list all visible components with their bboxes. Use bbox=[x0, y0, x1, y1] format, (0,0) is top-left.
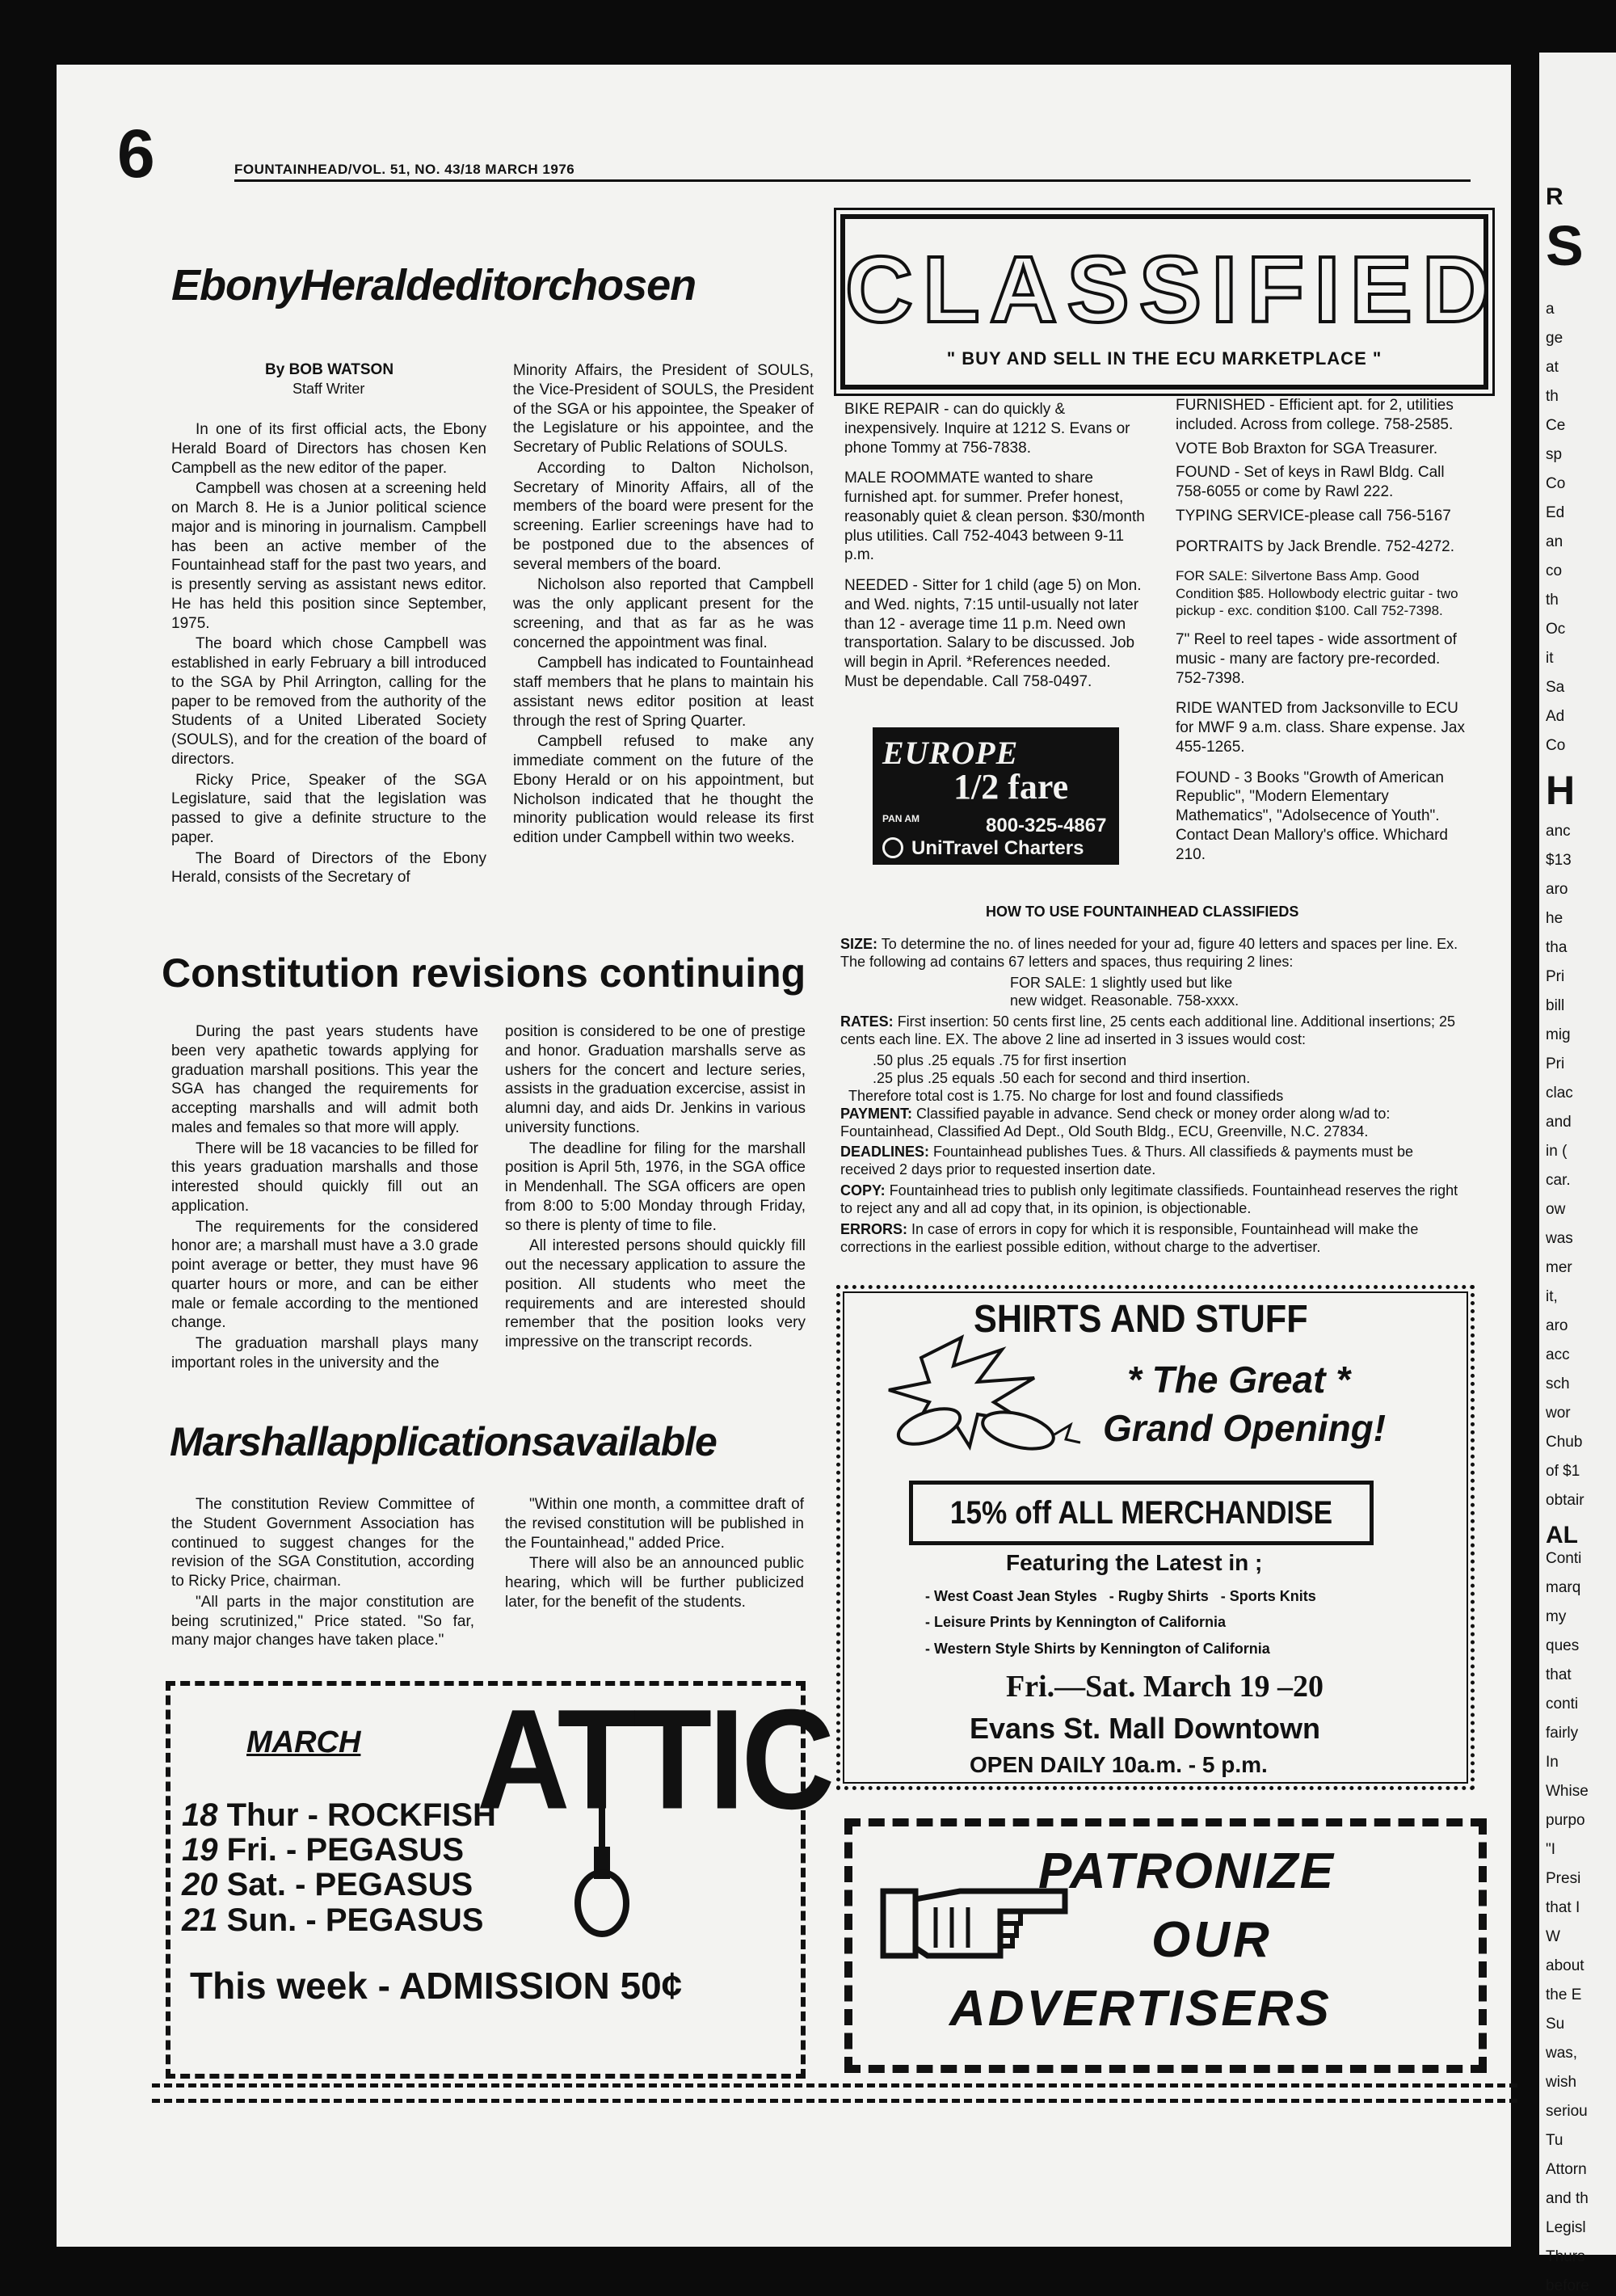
fragment-text: Ed bbox=[1546, 504, 1565, 521]
page-number: 6 bbox=[117, 116, 155, 192]
fragment-text: and th bbox=[1546, 2190, 1589, 2207]
schedule-day-number: 18 bbox=[182, 1797, 218, 1833]
fragment-text: W bbox=[1546, 1928, 1560, 1945]
fragment-text: car. bbox=[1546, 1172, 1571, 1189]
paragraph: Campbell was chosen at a screening held on March 8. He is a Junior political science major and is minoring in journalism. Campbell has been an active member of the Fountainhead staff for the past two years, and is presently serving as assistant news editor. He has held this position since September, 1975. bbox=[171, 480, 486, 632]
paragraph: During the past years students have been very apathetic towards applying for graduation marshall positions. This year the SGA has changed the requirements for accepting marshalls and will admit both males and females so that more will apply. bbox=[171, 1023, 478, 1136]
shirts-location: Evans St. Mall Downtown bbox=[970, 1712, 1321, 1745]
fragment-text: co bbox=[1546, 562, 1563, 579]
bottom-decorative-rule bbox=[152, 2083, 1517, 2103]
fragment-text: Sa bbox=[1546, 679, 1565, 696]
fragment-text: sp bbox=[1546, 446, 1563, 463]
fragment-text: the E bbox=[1546, 1986, 1582, 2003]
fragment-text: fairly bbox=[1546, 1725, 1579, 1742]
howto-text: .50 plus .25 equals .75 for first insertion bbox=[873, 1051, 1127, 1068]
schedule-day-number: 21 bbox=[182, 1902, 218, 1938]
classified-ad: FURNISHED - Efficient apt. for 2, utilities included. Across from college. 758-2585. bbox=[1176, 397, 1454, 433]
fragment-text: it bbox=[1546, 650, 1554, 667]
unitravel-logo-icon bbox=[882, 837, 903, 858]
paragraph: All interested persons should quickly fill out the necessary application to assure the position. All students who meet the requirements and are interested should remember that the position looks very impressive on the transcript records. bbox=[505, 1237, 806, 1350]
featuring-heading: Featuring the Latest in ; bbox=[1006, 1550, 1263, 1575]
fragment-text: Oc bbox=[1546, 621, 1566, 638]
fragment-text: anc bbox=[1546, 823, 1571, 840]
fragment-text: an bbox=[1546, 533, 1563, 550]
byline-role: Staff Writer bbox=[292, 381, 365, 397]
fragment-text: Tu bbox=[1546, 2132, 1563, 2149]
article-headline-ebony-herald: EbonyHeraldeditorchosen bbox=[171, 261, 696, 310]
fragment-text: aro bbox=[1546, 881, 1568, 898]
shirts-title: SHIRTS AND STUFF bbox=[974, 1298, 1308, 1341]
schedule-day-number: 19 bbox=[182, 1832, 218, 1868]
fragment-text: ow bbox=[1546, 1201, 1566, 1218]
fragment-text: Pri bbox=[1546, 1055, 1565, 1072]
fragment-text: acc bbox=[1546, 1346, 1570, 1363]
classified-ad: PORTRAITS by Jack Brendle. 752-4272. bbox=[1176, 537, 1454, 555]
fragment-text: purpo bbox=[1546, 1812, 1585, 1829]
europe-travel-ad bbox=[873, 727, 1119, 865]
fragment-text: tha bbox=[1546, 939, 1568, 956]
fragment-text: was, bbox=[1546, 2045, 1578, 2062]
paragraph: "Within one month, a committee draft of the revised constitution will be published in the Fountainhead," added Price. bbox=[505, 1496, 804, 1552]
fragment-text: Chub bbox=[1546, 1434, 1583, 1451]
howto-text: .25 plus .25 equals .50 each for second and third insertion. bbox=[873, 1069, 1251, 1086]
fragment-text: Conti bbox=[1546, 1550, 1582, 1567]
howto-label: DEADLINES: bbox=[840, 1144, 930, 1161]
fragment-text: $13 bbox=[1546, 852, 1572, 869]
howto-label: SIZE: bbox=[840, 936, 878, 952]
attic-schedule bbox=[182, 1798, 496, 1938]
fragment-text: conti bbox=[1546, 1696, 1579, 1713]
fragment-text: he bbox=[1546, 910, 1563, 927]
fragment-text: mig bbox=[1546, 1026, 1571, 1043]
schedule-row bbox=[182, 1868, 496, 1902]
article-headline-marshall: Marshallapplicationsavailable bbox=[170, 1419, 717, 1464]
paragraph: The board which chose Campbell was established in early February a bill introduced to the SGA by Phil Arrington, calling for the paper to be removed from the authority of the Students of a United Liberated Society (SOULS), and for the creation of the board of directors. bbox=[171, 635, 486, 768]
classified-ad: FOUND - Set of keys in Rawl Bldg. Call 758-6055 or come by Rawl 222. bbox=[1176, 464, 1445, 500]
fragment-text: bill bbox=[1546, 997, 1565, 1014]
classified-ad: TYPING SERVICE-please call 756-5167 bbox=[1176, 507, 1451, 524]
classified-ad: RIDE WANTED from Jacksonville to ECU for MWF 9 a.m. class. Share expense. Jax 455-1265. bbox=[1176, 700, 1465, 756]
fragment-text: Co bbox=[1546, 475, 1566, 492]
howto-text: To determine the no. of lines needed for your ad, figure 40 letters and spaces per line. Ex. The following ad contains 67 letters and spaces, thus requiring 2 lines: bbox=[840, 936, 1458, 970]
fragment-text: Whise bbox=[1546, 1783, 1589, 1800]
discount-text: 15% off ALL MERCHANDISE bbox=[949, 1495, 1333, 1531]
fragment-text: Ad bbox=[1546, 708, 1565, 725]
howto-text: Classified payable in advance. Send check or money order along w/ad to: Fountainhead, Classified Ad Dept., Old South Bldg., ECU, Greenville, N.C. 27834. bbox=[840, 1105, 1391, 1140]
article-headline-constitution: Constitution revisions continuing bbox=[162, 950, 806, 996]
classified-column bbox=[1176, 396, 1475, 875]
classified-subtitle: " BUY AND SELL IN THE ECU MARKETPLACE " bbox=[946, 348, 1382, 369]
paragraph: "All parts in the major constitution are being scrutinized," Price stated. "So far, many major changes have taken place." bbox=[171, 1593, 474, 1649]
paragraph: The constitution Review Committee of the Student Government Association has continued to suggest changes for the revision of the SGA Constitution, according to Ricky Price, chairman. bbox=[171, 1496, 474, 1590]
attic-name: ATTIC bbox=[477, 1679, 832, 1839]
europe-phone: 800-325-4867 bbox=[986, 815, 1107, 836]
patronize-line3: ADVERTISERS bbox=[949, 1981, 1332, 2037]
schedule-row bbox=[182, 1903, 496, 1938]
fragment-text: th bbox=[1546, 592, 1559, 609]
fragment-text: wish bbox=[1546, 2074, 1577, 2091]
paragraph: The requirements for the considered honor are; a marshall must have a 3.0 grade point average or better, they must have 96 quarter hours or more, and can be either male or female according to the mentioned change. bbox=[171, 1218, 478, 1332]
classified-ad: FOR SALE: Silvertone Bass Amp. Good Condition $85. Hollowbody electric guitar - two pickup - exc. condition $100. Call 752-7398. bbox=[1176, 568, 1458, 618]
howto-example: FOR SALE: 1 slightly used but like new widget. Reasonable. 758-xxxx. bbox=[1010, 974, 1239, 1009]
attic-month: MARCH bbox=[246, 1725, 361, 1759]
fragment-text: seriou bbox=[1546, 2103, 1588, 2120]
paragraph: According to Dalton Nicholson, Secretary of Minority Affairs, all of the members of the board were present for the screening. Earlier screenings have had to be postponed due to the absences of several members of the board. bbox=[513, 459, 814, 573]
fragment-text: clac bbox=[1546, 1085, 1573, 1102]
paragraph: The graduation marshall plays many important roles in the university and the bbox=[171, 1335, 478, 1371]
fragment-text: a bbox=[1546, 301, 1555, 318]
article-column bbox=[505, 1495, 804, 1614]
fragment-text: In bbox=[1546, 1754, 1559, 1771]
shirts-tagline: Grand Opening! bbox=[1103, 1407, 1387, 1449]
europe-company: UniTravel Charters bbox=[911, 837, 1084, 859]
fragment-text: and bbox=[1546, 1114, 1572, 1131]
howto-text: In case of errors in copy for which it is responsible, Fountainhead will make the corrections in the earliest possible edition, without charge to the advertiser. bbox=[840, 1221, 1419, 1256]
howto-title: HOW TO USE FOUNTAINHEAD CLASSIFIEDS bbox=[986, 904, 1299, 920]
attic-admission: This week - ADMISSION 50¢ bbox=[190, 1965, 683, 2007]
paragraph: Nicholson also reported that Campbell was the only applicant present for the screening, and that as far as he was concerned the appointment was final. bbox=[513, 576, 814, 651]
paragraph: The Board of Directors of the Ebony Herald, consists of the Secretary of bbox=[171, 849, 486, 887]
paragraph: position is considered to be one of prestige and honor. Graduation marshalls serve as ushers for the concert and lecture series, assists in the graduation excercise, assist in alumni day, and aids Dr. Jenkins in various university functions. bbox=[505, 1023, 806, 1136]
fragment-text: obtair bbox=[1546, 1492, 1584, 1509]
classified-ad: BIKE REPAIR - can do quickly & inexpensively. Inquire at 1212 S. Evans or phone Tommy at 756-7838. bbox=[844, 401, 1130, 457]
article-column bbox=[171, 1022, 478, 1375]
howto-label: PAYMENT: bbox=[840, 1105, 913, 1122]
fragment-text: Su bbox=[1546, 2016, 1565, 2033]
article-column bbox=[513, 361, 814, 849]
paragraph: The deadline for filing for the marshall position is April 5th, 1976, in the SGA office in Mendenhall. The SGA officers are open from 8:00 to 5:00 Monday through Friday, so there is plenty of time to file. bbox=[505, 1140, 806, 1234]
fragment-text: wor bbox=[1546, 1405, 1571, 1422]
fragment-text: my bbox=[1546, 1608, 1567, 1625]
article-column bbox=[171, 1495, 474, 1652]
schedule-row bbox=[182, 1833, 496, 1868]
fragment-text: S bbox=[1546, 214, 1584, 277]
howto-label: RATES: bbox=[840, 1013, 894, 1030]
europe-fare: 1/2 fare bbox=[953, 767, 1069, 807]
fragment-text: R bbox=[1546, 183, 1563, 210]
paragraph: Ricky Price, Speaker of the SGA Legislature, said that the legislation was passed to give a definite structure to the paper. bbox=[171, 771, 486, 846]
fragment-text: mer bbox=[1546, 1259, 1572, 1276]
paragraph: Campbell has indicated to Fountainhead staff members that he plans to maintain his assistant news editor position at least through the rest of Spring Quarter. bbox=[513, 655, 814, 730]
schedule-act: Sat. - PEGASUS bbox=[226, 1867, 473, 1903]
shirts-dates: Fri.—Sat. March 19 –20 bbox=[1006, 1670, 1324, 1704]
fragment-text: that bbox=[1546, 1666, 1572, 1683]
shirts-items: - West Coast Jean Styles - Rugby Shirts - Sports Knits bbox=[925, 1588, 1316, 1604]
fragment-text: of $1 bbox=[1546, 1463, 1580, 1480]
cannon-illustration-icon bbox=[873, 1333, 1083, 1463]
folio-rule bbox=[234, 179, 1471, 182]
fragment-text: Ce bbox=[1546, 417, 1566, 434]
shirts-tagline: * The Great * bbox=[1127, 1359, 1351, 1401]
fragment-text: th bbox=[1546, 388, 1559, 405]
classified-ad: 7" Reel to reel tapes - wide assortment of music - many are factory pre-recorded. 752-7398. bbox=[1176, 631, 1457, 687]
europe-title: EUROPE bbox=[882, 735, 1019, 771]
howto-label: ERRORS: bbox=[840, 1221, 908, 1238]
fragment-text: ge bbox=[1546, 330, 1563, 347]
shirts-items: - Western Style Shirts by Kennington of California bbox=[925, 1641, 1270, 1657]
howto-text: Fountainhead tries to publish only legitimate classifieds. Fountainhead reserves the right to reject any and all ad copy that, in its opinion, is objectionable. bbox=[840, 1182, 1458, 1217]
fragment-text: Thurs bbox=[1546, 2248, 1585, 2265]
fragment-text: before bbox=[1546, 2277, 1589, 2294]
article-column bbox=[171, 420, 486, 889]
fragment-text: AL bbox=[1546, 1522, 1578, 1548]
schedule-row bbox=[182, 1798, 496, 1833]
fragment-text: it, bbox=[1546, 1288, 1558, 1305]
article-column bbox=[505, 1022, 806, 1354]
adjacent-page-fragment bbox=[1539, 53, 1616, 2294]
classified-header-box bbox=[840, 214, 1500, 390]
schedule-act: Sun. - PEGASUS bbox=[226, 1902, 484, 1938]
fragment-text: Attorn bbox=[1546, 2161, 1587, 2178]
byline: By BOB WATSON bbox=[265, 361, 394, 378]
folio-line: FOUNTAINHEAD/VOL. 51, NO. 43/18 MARCH 1976 bbox=[234, 162, 575, 177]
fragment-text: aro bbox=[1546, 1317, 1568, 1334]
fragment-text: Co bbox=[1546, 737, 1566, 754]
shirts-items: - Leisure Prints by Kennington of California bbox=[925, 1614, 1227, 1630]
classified-title: CLASSIFIED bbox=[845, 237, 1500, 342]
howto-text: Therefore total cost is 1.75. No charge for lost and found classifieds bbox=[848, 1087, 1284, 1104]
patronize-line2: OUR bbox=[1151, 1912, 1273, 1968]
fragment-text: was bbox=[1546, 1230, 1573, 1247]
classified-column bbox=[844, 400, 1147, 703]
howto-section bbox=[840, 936, 1471, 1260]
howto-text: Fountainhead publishes Tues. & Thurs. All classifieds & payments must be received 2 days prior to requested insertion date. bbox=[840, 1144, 1414, 1178]
paragraph: There will be 18 vacancies to be filled for this years graduation marshalls and those interested should quickly fill out an application. bbox=[171, 1140, 478, 1215]
fragment-text: H bbox=[1546, 768, 1576, 813]
fragment-text: marq bbox=[1546, 1579, 1581, 1596]
fragment-text: Legisl bbox=[1546, 2219, 1586, 2236]
fragment-text: in ( bbox=[1546, 1143, 1568, 1160]
schedule-day-number: 20 bbox=[182, 1867, 218, 1903]
discount-box bbox=[909, 1481, 1374, 1545]
fragment-text: "I bbox=[1546, 1841, 1556, 1858]
classified-ad: VOTE Bob Braxton for SGA Treasurer. bbox=[1176, 440, 1438, 457]
fragment-text: ques bbox=[1546, 1637, 1580, 1654]
fragment-text: Pri bbox=[1546, 968, 1565, 985]
howto-text: First insertion: 50 cents first line, 25 cents each additional line. Additional insertions; 25 cents each line. EX. The above 2 line ad inserted in 3 issues would cost: bbox=[840, 1013, 1456, 1047]
shirts-hours: OPEN DAILY 10a.m. - 5 p.m. bbox=[970, 1752, 1268, 1777]
paragraph: Campbell refused to make any immediate comment on the future of the Ebony Herald or on his appointment, but Nicholson indicated that he thought the minority publication would release its first edition under Campbell within two weeks. bbox=[513, 733, 814, 846]
patronize-line1: PATRONIZE bbox=[1038, 1843, 1336, 1899]
howto-label: COPY: bbox=[840, 1182, 886, 1199]
fragment-text: that I bbox=[1546, 1899, 1580, 1916]
noose-icon bbox=[570, 1802, 634, 1940]
fragment-text: about bbox=[1546, 1957, 1584, 1974]
fragment-text: sch bbox=[1546, 1375, 1570, 1392]
fragment-text: Presi bbox=[1546, 1870, 1581, 1887]
classified-ad: MALE ROOMMATE wanted to share furnished apt. for summer. Prefer honest, reasonably quiet & clean person. $30/month plus utilities. Call 752-4043 between 9-11 p.m. bbox=[844, 470, 1145, 564]
classified-ad: FOUND - 3 Books "Growth of American Republic", "Modern Elementary Mathematics", "Adolsecence of Youth". Contact Dean Mallory's office. Whichard 210. bbox=[1176, 769, 1448, 863]
schedule-act: Thur - ROCKFISH bbox=[226, 1797, 496, 1833]
schedule-act: Fri. - PEGASUS bbox=[226, 1832, 465, 1868]
paragraph: Minority Affairs, the President of SOULS, the Vice-President of SOULS, the President of the SGA or his appointee, the Speaker of the Legislature or his appointee, and the Secretary of Public Relations of SOULS. bbox=[513, 362, 814, 456]
airline-logo: PAN AM bbox=[882, 813, 920, 824]
paragraph: In one of its first official acts, the Ebony Herald Board of Directors has chosen Ken Campbell as the new editor of the paper. bbox=[171, 421, 486, 477]
paragraph: There will also be an announced public hearing, which will be further publicized later, for the benefit of the students. bbox=[505, 1555, 804, 1611]
fragment-text: at bbox=[1546, 359, 1559, 376]
classified-ad: NEEDED - Sitter for 1 child (age 5) on Mon. and Wed. nights, 7:15 until-usually not later than 12 - average time 11 p.m. Need own transportation. Salary to be discussed. Job will begin in April. *References needed. Must be dependable. Call 758-0497. bbox=[844, 577, 1142, 690]
